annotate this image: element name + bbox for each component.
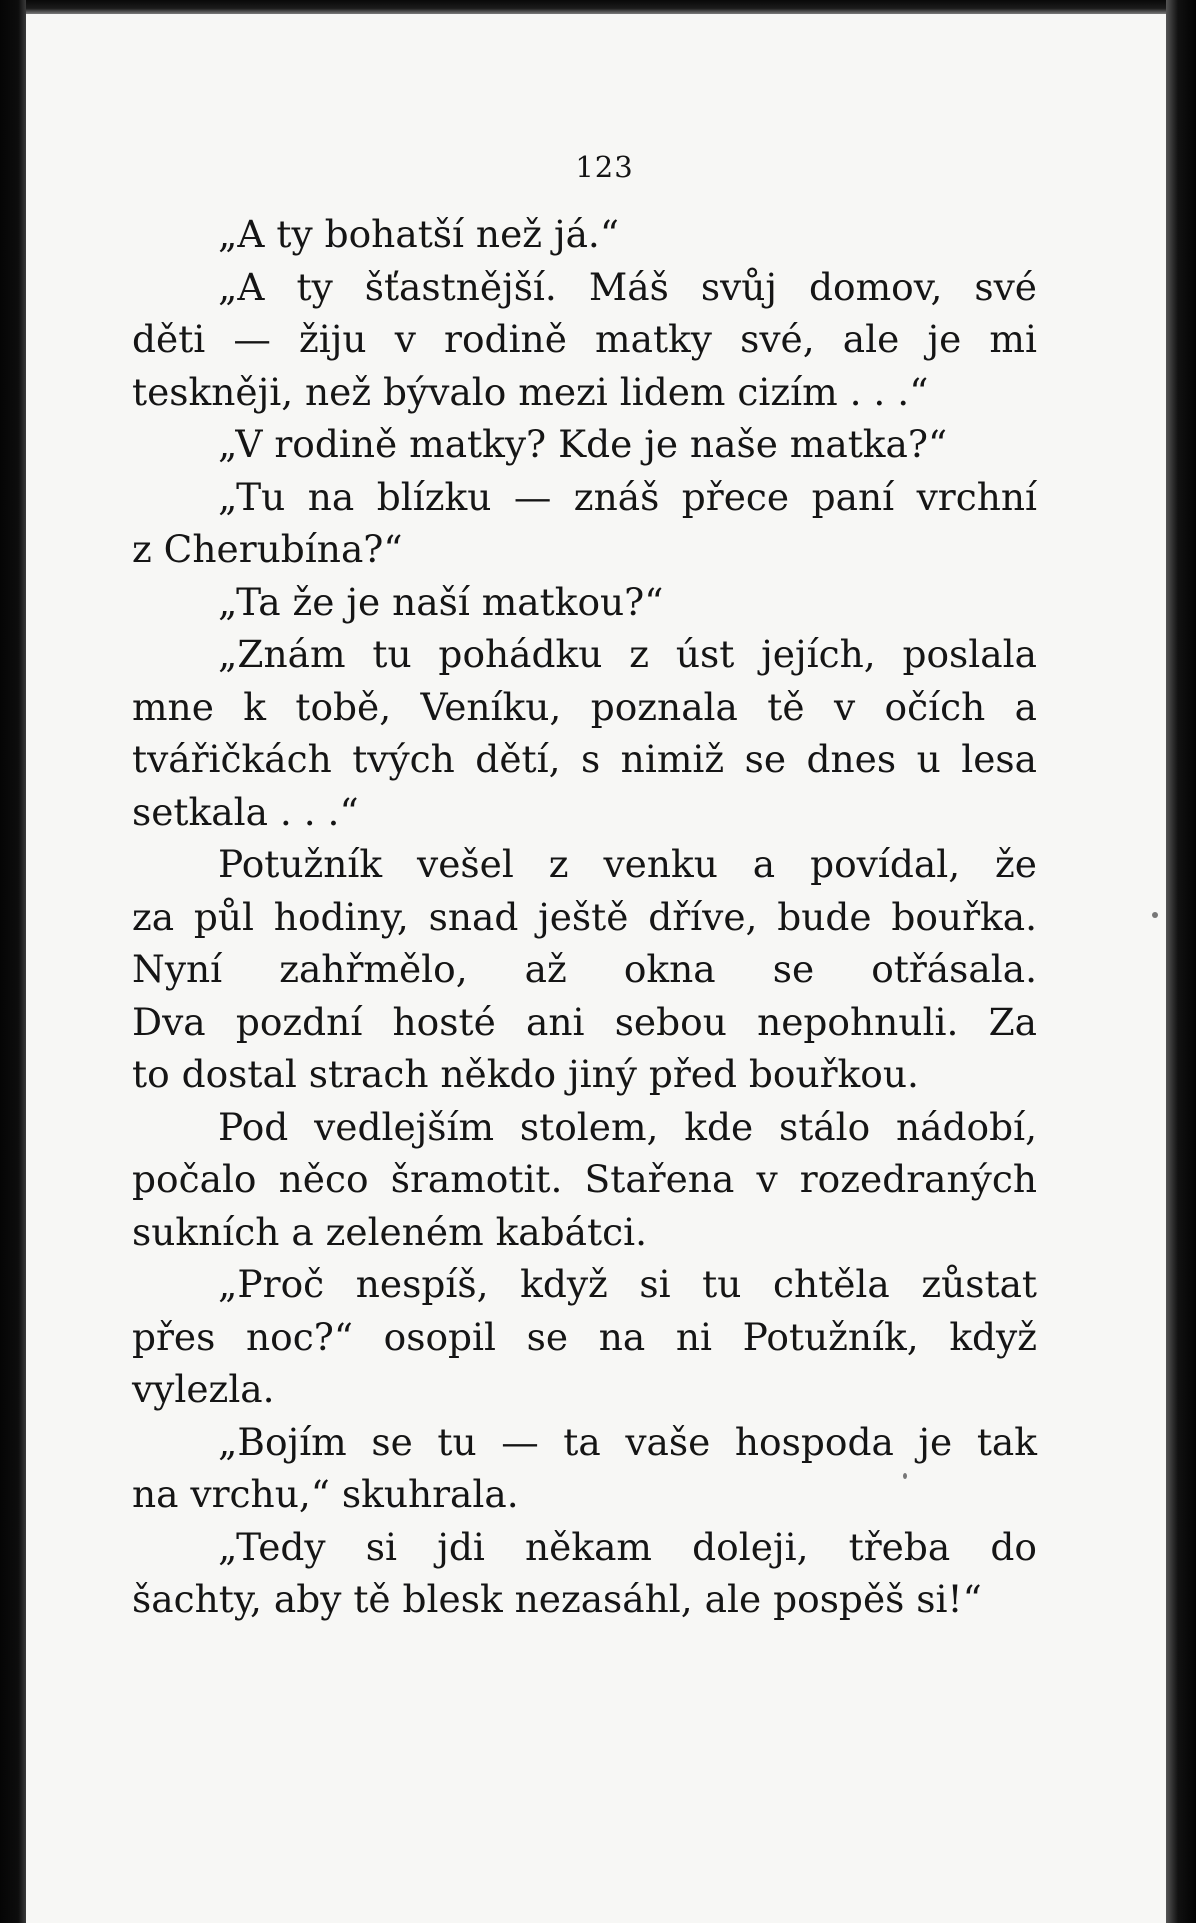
text-line: „Tu na blízku — znáš přece paní vrchní (218, 474, 1037, 519)
text-line: to dostal strach někdo jiný před bouřkou. (132, 1052, 919, 1096)
scan-border-right (1166, 0, 1196, 1923)
text-line: Nyní zahřmělo, až okna se otřásala. (132, 947, 1037, 991)
paragraph (132, 261, 1037, 419)
text-line: přes noc?“ osopil se na ni Potužník, když (132, 1314, 1037, 1359)
scan-border-top (0, 0, 1196, 14)
paragraph (132, 1416, 1037, 1521)
page-number: 123 (575, 150, 634, 184)
paragraph (132, 1258, 1037, 1416)
text-line: „Bojím se tu — ta vaše hospoda je tak (218, 1419, 1037, 1464)
text-line: šachty, aby tě blesk nezasáhl, ale pospěš si!“ (132, 1577, 982, 1621)
text-line: teskněji, než bývalo mezi lidem cizím . . .“ (132, 369, 929, 414)
paragraph (132, 471, 1037, 576)
text-line: „Ta že je naší matkou?“ (218, 579, 664, 624)
text-line: Pod vedlejším stolem, kde stálo nádobí, (218, 1104, 1037, 1149)
paragraph (132, 1521, 1037, 1626)
book-page (132, 150, 1037, 1626)
text-line: počalo něco šramotit. Stařena v rozedraných (132, 1157, 1037, 1201)
text-line: „Proč nespíš, když si tu chtěla zůstat (218, 1262, 1037, 1306)
paragraph (132, 628, 1037, 838)
text-line: „Tedy si jdi někam doleji, třeba do (218, 1524, 1037, 1569)
scan-border-left (0, 0, 26, 1923)
paragraph (132, 1101, 1037, 1259)
text-line: setkala . . .“ (132, 789, 359, 834)
text-line: Potužník vešel z venku a povídal, že (218, 842, 1037, 886)
text-line: na vrchu,“ skuhrala. (132, 1472, 519, 1516)
text-line: vylezla. (132, 1367, 275, 1411)
paragraph (132, 418, 1037, 471)
text-line: děti — žiju v rodině matky své, ale je mi (132, 317, 1037, 361)
text-line: tvářičkách tvých dětí, s nimiž se dnes u lesa (132, 737, 1037, 781)
paragraph (132, 208, 1037, 261)
text-line: mne k tobě, Veníku, poznala tě v očích a (132, 684, 1037, 729)
text-line: sukních a zeleném kabátci. (132, 1209, 648, 1254)
text-line: „V rodině matky? Kde je naše matka?“ (218, 422, 948, 466)
text-line: „Znám tu pohádku z úst jejích, poslala (218, 632, 1037, 676)
paragraph (132, 576, 1037, 629)
body-text (132, 208, 1037, 1626)
text-line: z Cherubína?“ (132, 527, 403, 571)
paper-speck (1152, 912, 1158, 918)
text-line: za půl hodiny, snad ještě dříve, bude bouřka. (132, 894, 1037, 939)
text-line: „A ty bohatší než já.“ (218, 212, 620, 256)
paragraph (132, 838, 1037, 1101)
text-line: „A ty šťastnější. Máš svůj domov, své (218, 264, 1037, 309)
text-line: Dva pozdní hosté ani sebou nepohnuli. Za (132, 999, 1037, 1044)
